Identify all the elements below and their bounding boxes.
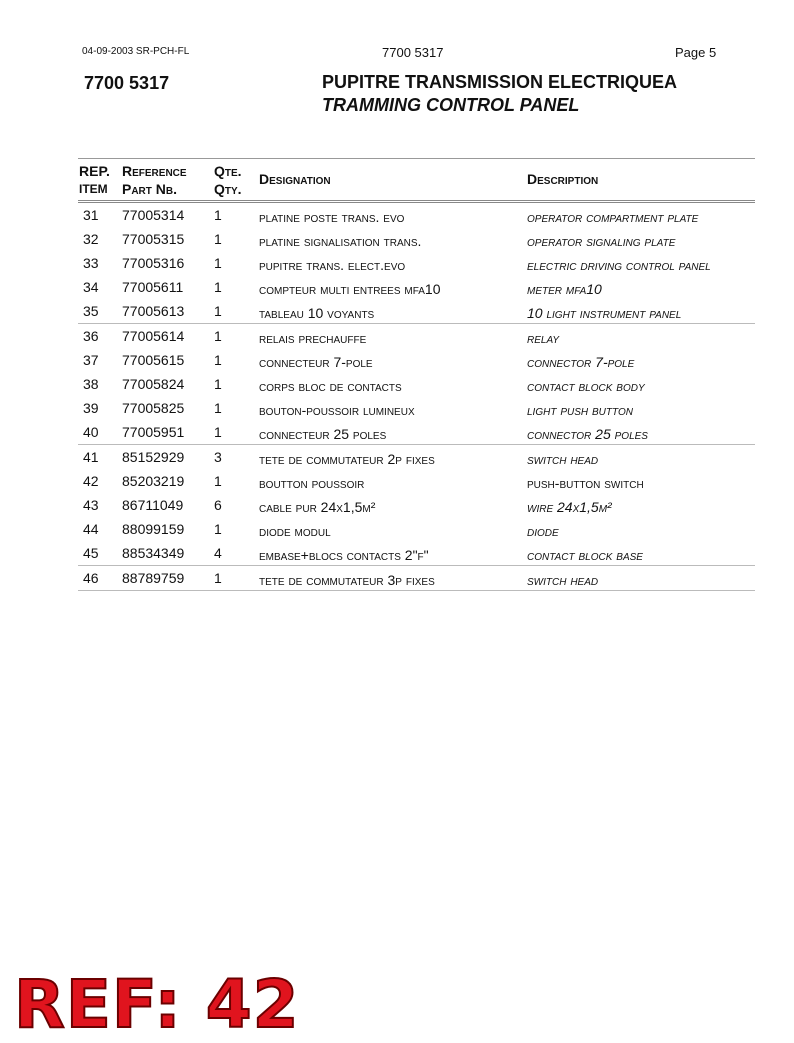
quantity: 1 [214, 400, 222, 416]
quantity: 1 [214, 303, 222, 319]
part-number: 77005824 [122, 376, 185, 392]
item-number: 39 [83, 400, 99, 416]
header-qty-label: Qty. [214, 181, 242, 197]
table-row [78, 372, 755, 396]
description-text: connector 7-pole [527, 354, 635, 370]
part-number: 85203219 [122, 473, 185, 489]
part-number: 77005825 [122, 400, 185, 416]
header-qte-label: Qte. [214, 163, 242, 179]
item-number: 35 [83, 303, 99, 319]
description-text: push-button switch [527, 475, 644, 491]
part-number: 85152929 [122, 449, 185, 465]
item-number: 40 [83, 424, 99, 440]
description-text: wire 24x1,5m² [527, 499, 612, 515]
header-date-ref: 04-09-2003 SR-PCH-FL [82, 46, 190, 57]
quantity: 1 [214, 231, 222, 247]
table-row [78, 566, 755, 591]
part-number: 77005951 [122, 424, 185, 440]
table-row [78, 469, 755, 493]
ref-stamp: REF: 42 [14, 966, 300, 1043]
description-text: switch head [527, 451, 599, 467]
description-text: contact block body [527, 378, 645, 394]
quantity: 1 [214, 352, 222, 368]
quantity: 1 [214, 279, 222, 295]
quantity: 1 [214, 473, 222, 489]
table-body [78, 203, 755, 591]
part-number: 77005614 [122, 328, 185, 344]
header-rep-label: REP. [79, 163, 110, 179]
table-row [78, 251, 755, 275]
designation-text: bouton-poussoir lumineux [259, 402, 415, 418]
header-description: Description [527, 171, 599, 187]
quantity: 1 [214, 255, 222, 271]
item-number: 43 [83, 497, 99, 513]
designation-text: tete de commutateur 2p fixes [259, 451, 435, 467]
item-number: 33 [83, 255, 99, 271]
table-row [78, 396, 755, 420]
designation-text: tete de commutateur 3p fixes [259, 572, 435, 588]
designation-text: pupitre trans. elect.evo [259, 257, 406, 273]
table-row [78, 348, 755, 372]
item-number: 44 [83, 521, 99, 537]
description-text: contact block base [527, 547, 643, 563]
quantity: 3 [214, 449, 222, 465]
table-row [78, 420, 755, 445]
part-number: 77005314 [122, 207, 185, 223]
part-number: 86711049 [122, 497, 184, 513]
quantity: 1 [214, 424, 222, 440]
description-text: diode [527, 523, 559, 539]
part-number: 88099159 [122, 521, 185, 537]
table-row [78, 324, 755, 348]
quantity: 1 [214, 328, 222, 344]
part-number: 77005316 [122, 255, 185, 271]
item-number: 38 [83, 376, 99, 392]
designation-text: boutton poussoir [259, 475, 365, 491]
part-number: 77005611 [122, 279, 184, 295]
header-designation: Designation [259, 171, 331, 187]
header-part-nb-label: Part Nb. [122, 181, 178, 197]
description-text: electric driving control panel [527, 257, 711, 273]
description-text: operator compartment plate [527, 209, 699, 225]
designation-text: platine signalisation trans. [259, 233, 422, 249]
table-row [78, 299, 755, 324]
table-header [78, 158, 755, 203]
table-row [78, 445, 755, 469]
table-row [78, 203, 755, 227]
designation-text: corps bloc de contacts [259, 378, 402, 394]
quantity: 1 [214, 570, 222, 586]
header-item-label: ITEM [79, 182, 108, 196]
header-rep [79, 162, 110, 198]
item-number: 37 [83, 352, 99, 368]
table-row [78, 517, 755, 541]
description-text: 10 light instrument panel [527, 305, 682, 321]
header-page-number: Page 5 [675, 45, 717, 60]
title-french: PUPITRE TRANSMISSION ELECTRIQUEA [322, 72, 678, 92]
item-number: 36 [83, 328, 99, 344]
designation-text: platine poste trans. evo [259, 209, 405, 225]
quantity: 1 [214, 521, 222, 537]
description-text: meter mfa10 [527, 281, 602, 297]
item-number: 42 [83, 473, 99, 489]
item-number: 45 [83, 545, 99, 561]
part-number: 88534349 [122, 545, 185, 561]
item-number: 41 [83, 449, 99, 465]
header-reference [122, 162, 187, 198]
quantity: 6 [214, 497, 222, 513]
title-english: TRAMMING CONTROL PANEL [322, 95, 580, 115]
item-number: 46 [83, 570, 99, 586]
quantity: 1 [214, 376, 222, 392]
designation-text: relais prechauffe [259, 330, 367, 346]
part-number: 77005613 [122, 303, 185, 319]
document-code: 7700 5317 [84, 73, 170, 93]
item-number: 34 [83, 279, 99, 295]
designation-text: connecteur 7-pole [259, 354, 373, 370]
designation-text: diode modul [259, 523, 331, 539]
designation-text: tableau 10 voyants [259, 305, 375, 321]
table-row [78, 541, 755, 566]
description-text: switch head [527, 572, 599, 588]
quantity: 4 [214, 545, 222, 561]
part-number: 88789759 [122, 570, 185, 586]
table-row [78, 275, 755, 299]
description-text: light push button [527, 402, 633, 418]
header-reference-label: Reference [122, 163, 187, 179]
header-quantity [214, 162, 242, 198]
table-row [78, 227, 755, 251]
description-text: connector 25 poles [527, 426, 648, 442]
description-text: relay [527, 330, 560, 346]
designation-text: embase+blocs contacts 2"f" [259, 547, 429, 563]
designation-text: cable pur 24x1,5m² [259, 499, 376, 515]
part-number: 77005615 [122, 352, 185, 368]
table-row [78, 493, 755, 517]
quantity: 1 [214, 207, 222, 223]
item-number: 31 [83, 207, 99, 223]
designation-text: connecteur 25 poles [259, 426, 387, 442]
item-number: 32 [83, 231, 99, 247]
header-doc-number: 7700 5317 [382, 45, 444, 60]
parts-table [78, 158, 755, 591]
designation-text: compteur multi entrees mfa10 [259, 281, 441, 297]
part-number: 77005315 [122, 231, 185, 247]
description-text: operator signaling plate [527, 233, 676, 249]
